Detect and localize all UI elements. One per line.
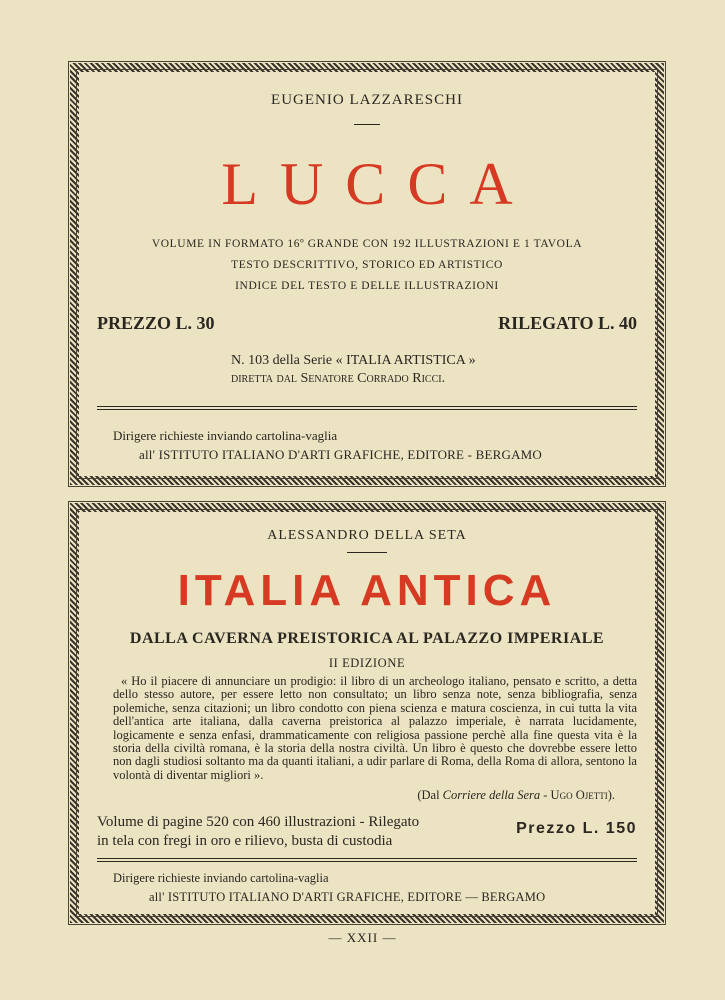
volume-info [97,813,419,851]
edition: II EDIZIONE [328,656,406,670]
attribution-author: - Ugo Ojetti). [540,788,615,802]
advertisement-lucca [70,63,664,485]
description-line: INDICE DEL TESTO E DELLE ILLUSTRAZIONI [235,280,499,292]
series-director: diretta dal Senatore Corrado Ricci. [231,371,446,386]
review-quote: « Ho il piacere di annunciare un prodigio: il libro di un archeologo italiano, pensato e scritto, a detta dello stesso autore, per essere letto non consultato; un libro senza note, senza bibliografia, senza polemiche, senza citazioni; un libro condotto con piena scienza e matura coscienza, in cui tutta la vita dell'antica arte italiana, dalla caverna preistorica al palazzo imperiale, è narrata lucidamente, logicamente e senza enfasi, drammaticamente con religiosa passione perchè alla fine questa vita è la storia della civiltà romana, è la storia della nostra civiltà. Un libro è questo che dovrebbe essere letto non dagli studiosi soltanto ma da quanti italiani, a udir parlare di Roma, della Roma di allora, sentono la volontà di diventar migliori ». [113,674,637,782]
advertisement-italia-antica [70,503,664,923]
attribution-prefix: (Dal [417,788,443,802]
publisher-address: all' ISTITUTO ITALIANO D'ARTI GRAFICHE, EDITORE — BERGAMO [149,890,546,904]
price: PREZZO L. 30 [97,313,215,333]
series-info: N. 103 della Serie « ITALIA ARTISTICA » [231,353,476,368]
double-rule [97,406,637,410]
volume-line: in tela con fregi in oro e rilievo, busta di custodia [97,833,393,849]
price: Prezzo L. 150 [516,820,637,837]
subtitle: DALLA CAVERNA PREISTORICA AL PALAZZO IMPERIALE [129,630,605,647]
divider [347,552,387,553]
author-name: ALESSANDRO DELLA SETA [267,528,467,543]
publisher-address: all' ISTITUTO ITALIANO D'ARTI GRAFICHE, EDITORE - BERGAMO [139,447,543,462]
description-line: TESTO DESCRITTIVO, STORICO ED ARTISTICO [231,259,503,271]
page-number: — XXII — [328,930,397,945]
description-line: VOLUME IN FORMATO 16º GRANDE CON 192 ILLUSTRAZIONI E 1 TAVOLA [151,238,583,250]
double-rule [97,858,637,862]
contact-line: Dirigere richieste inviando cartolina-vaglia [113,428,338,443]
divider [354,124,380,125]
contact-line: Dirigere richieste inviando cartolina-vaglia [113,871,329,885]
book-title: ITALIA ANTICA [177,566,557,615]
quote-attribution [417,788,615,803]
book-title: LUCCA [221,151,535,217]
attribution-source: Corriere della Sera [442,788,541,802]
author-name: EUGENIO LAZZARESCHI [271,92,463,108]
volume-line: Volume di pagine 520 con 460 illustrazioni - Rilegato [97,814,420,830]
bound-price: RILEGATO L. 40 [498,313,637,333]
